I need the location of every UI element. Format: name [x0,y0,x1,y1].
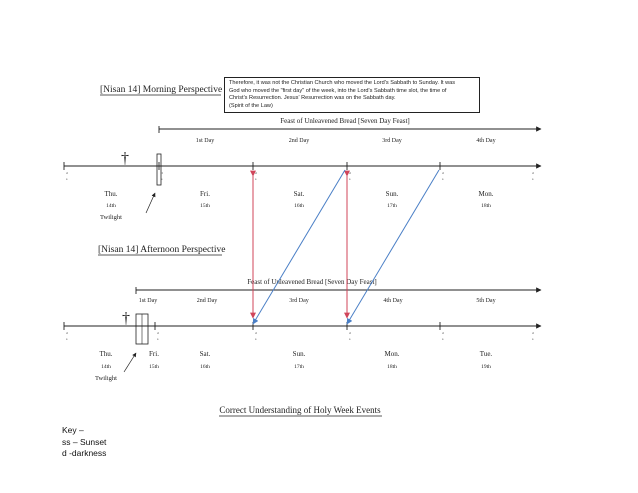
bottom-tick-s-3: s [349,337,351,341]
top-feast-day-3: 3rd Day [382,138,402,144]
key-item-darkness: d -darkness [62,448,107,458]
top-tick-d-5: d [532,171,534,175]
key-legend [62,425,106,460]
bottom-cross-icon: † [122,310,130,327]
bottom-tick-s-4: s [442,337,444,341]
top-tick-d-2: d [255,171,257,175]
bottom-tick-s-5: s [532,337,534,341]
note-line-1: Therefore, it was not the Christian Church who moved the Lord's Sabbath to Sunday. It was [229,80,456,86]
note-box [224,77,480,113]
bottom-weekday-fri: Fri. [149,350,159,358]
top-tick-s-1: s [161,177,163,181]
bottom-feast-day-2: 2nd Day [196,298,218,304]
bottom-weekday-mon: Mon. [384,350,400,358]
bottom-feast-day-1: 1st Day [138,298,158,304]
bottom-weekday-thu: Thu. [99,350,113,358]
top-tick-s-2: s [255,177,257,181]
bottom-date-19th: 19th [481,364,491,370]
bottom-date-16th: 16th [200,364,210,370]
top-tick-d-4: d [442,171,444,175]
bottom-tick-d-1: d [157,331,159,335]
top-date-14th: 14th [106,203,116,209]
key-item-sunset: ss – Sunset [62,436,107,447]
bottom-feast-day-3: 3rd Day [289,298,309,304]
top-tick-labels [66,171,534,181]
top-weekday-sun: Sun. [385,190,399,198]
bottom-tick-s-0: s [66,337,68,341]
bottom-weekday-sat: Sat. [199,350,211,358]
bottom-date-15th: 15th [149,364,159,370]
bottom-tick-s-1: s [157,337,159,341]
top-weekday-mon: Mon. [478,190,494,198]
top-tick-d-3: d [349,171,351,175]
bottom-tick-d-3: d [349,331,351,335]
top-tick-d-1: d [161,171,163,175]
top-tick-s-0: s [66,177,68,181]
top-feast-label: Feast of Unleavened Bread [Seven Day Feast] [280,117,410,125]
bottom-tick-d-4: d [442,331,444,335]
top-date-15th: 15th [200,203,210,209]
top-cross-icon: † [121,150,129,167]
bottom-weekday-tue: Tue. [479,350,493,358]
bottom-tick-d-2: d [255,331,257,335]
bottom-date-14th: 14th [101,364,111,370]
top-feast-day-2: 2nd Day [288,138,310,144]
top-weekday-thu: Thu. [104,190,118,198]
bottom-tick-s-2: s [255,337,257,341]
top-date-17th: 17th [387,203,397,209]
top-date-16th: 16th [294,203,304,209]
caption: Correct Understanding of Holy Week Events [219,405,381,415]
top-feast-day-1: 1st Day [195,138,215,144]
top-twilight-label: Twilight [100,214,122,221]
top-tick-s-5: s [532,177,534,181]
bottom-feast-label: Feast of Unleavened Bread [Seven Day Feast] [247,278,377,286]
top-tick-s-4: s [442,177,444,181]
bottom-weekday-sun: Sun. [292,350,306,358]
top-weekday-sat: Sat. [293,190,305,198]
key-title: Key – [62,425,84,435]
top-title: [Nisan 14] Morning Perspective [100,85,223,95]
note-line-4: (Spirit of the Law) [229,102,273,109]
top-tick-s-3: s [349,177,351,181]
bottom-feast-day-5: 5th Day [476,298,496,304]
top-weekday-fri: Fri. [200,190,210,198]
top-feast-day-4: 4th Day [476,138,496,144]
bottom-title: [Nisan 14] Afternoon Perspective [98,245,226,255]
bottom-twilight-pointer [124,353,136,372]
bottom-twilight-label: Twilight [95,375,117,382]
bottom-date-18th: 18th [387,364,397,370]
top-date-18th: 18th [481,203,491,209]
bottom-date-17th: 17th [294,364,304,370]
top-twilight-pointer [146,193,155,213]
top-tick-d-0: d [66,171,68,175]
bottom-tick-d-5: d [532,331,534,335]
bottom-feast-day-4: 4th Day [383,298,403,304]
note-line-2: God who moved the "first day" of the week, into the Lord's Sabbath time slot, the time of [229,87,447,94]
note-line-3: Christ's Resurrection. Jesus' Resurrection was on the Sabbath day. [229,95,396,102]
bottom-tick-d-0: d [66,331,68,335]
